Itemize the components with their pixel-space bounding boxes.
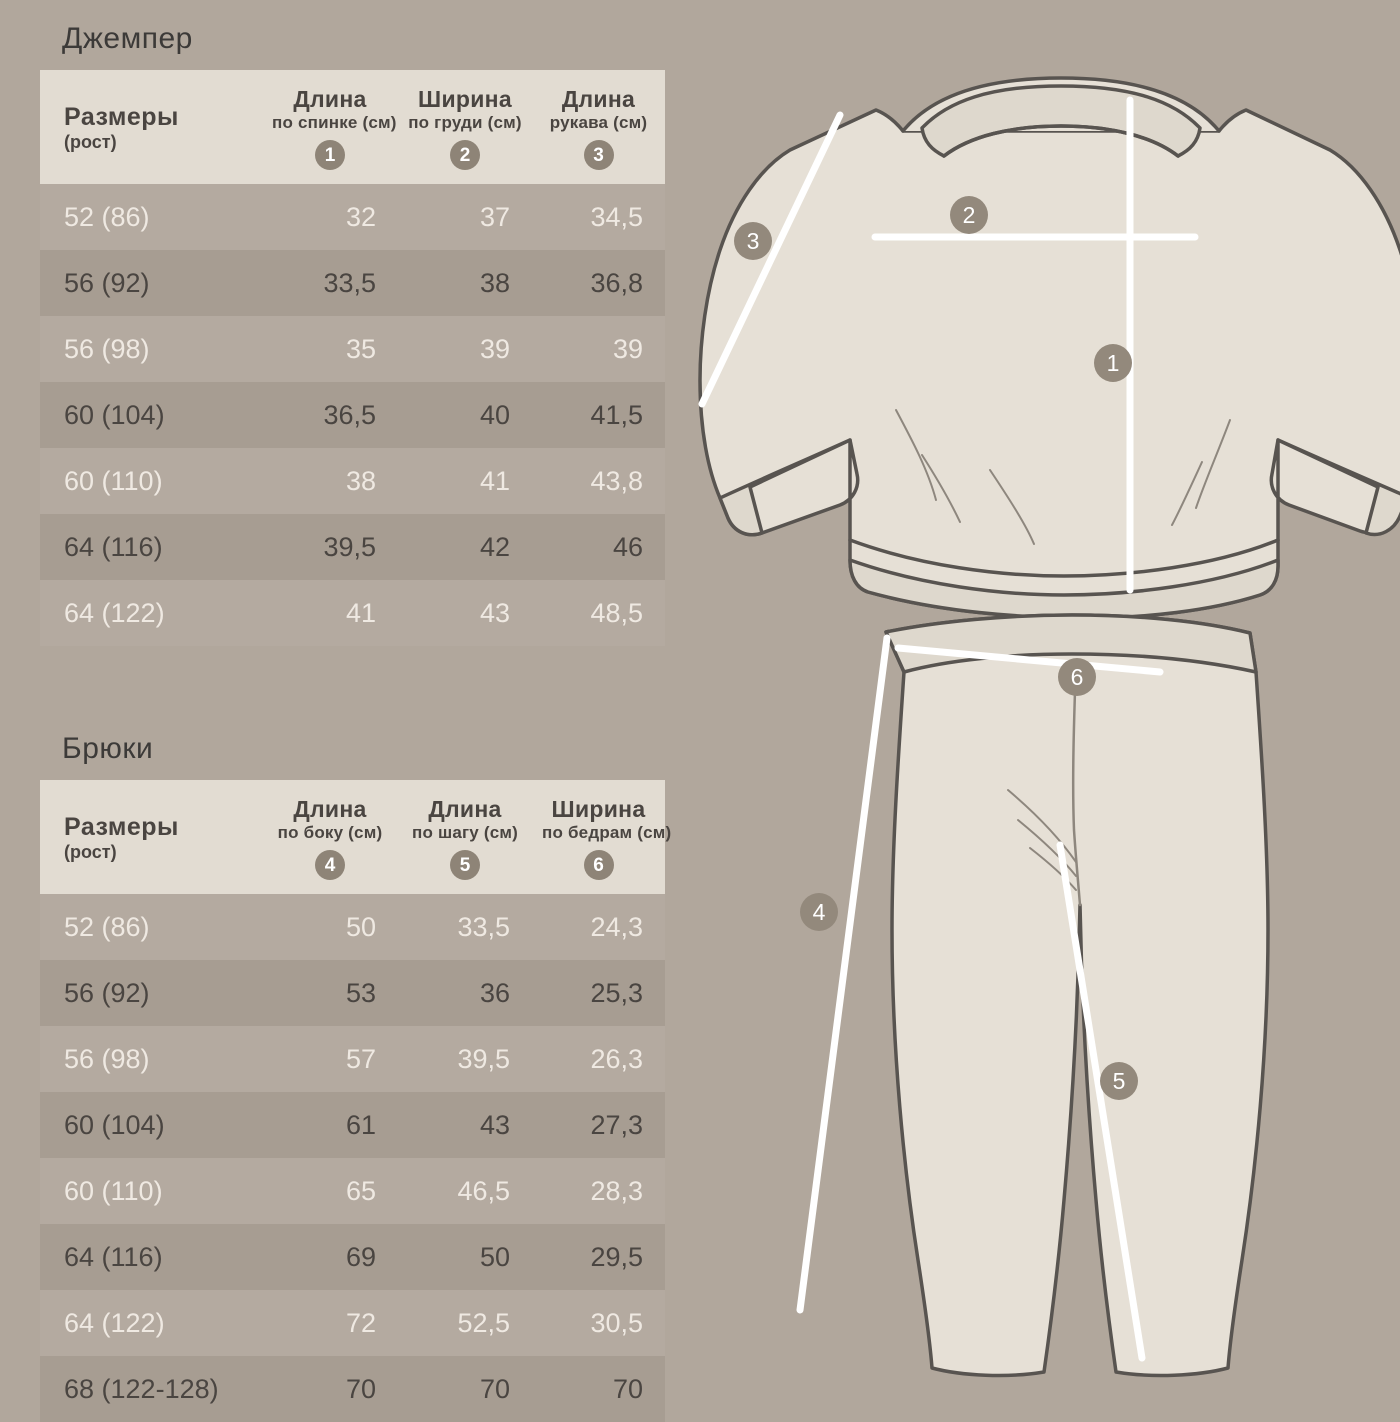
header-badge-1: 1: [315, 140, 345, 170]
header-cell-inseam-length: [398, 780, 532, 894]
row-value: 50: [398, 1224, 532, 1290]
header-cell-side-length: [262, 780, 398, 894]
row-value: 43: [398, 580, 532, 646]
jumper-title: Джемпер: [62, 22, 193, 55]
row-value: 29,5: [532, 1224, 665, 1290]
jumper-size-table: [40, 70, 665, 646]
row-value: 48,5: [532, 580, 665, 646]
header-label-line1: Длина: [561, 86, 636, 112]
table-row: [40, 382, 665, 448]
row-value: 39,5: [262, 514, 398, 580]
header-cell-size: [40, 780, 262, 894]
row-value: 70: [262, 1356, 398, 1422]
trousers-size-table: [40, 780, 672, 1422]
row-value: 70: [398, 1356, 532, 1422]
header-size-sub: (рост): [64, 842, 117, 862]
row-value: 50: [262, 894, 398, 960]
row-value: 30,5: [532, 1290, 665, 1356]
table-row: [40, 184, 665, 250]
header-cell-chest-width: [398, 70, 532, 184]
table-header-row: [40, 70, 665, 184]
header-label-line1: Длина: [293, 796, 367, 822]
table-row: [40, 960, 665, 1026]
row-value: 41: [398, 448, 532, 514]
header-label-line1: Длина: [428, 796, 502, 822]
row-size: 52 (86): [40, 894, 262, 960]
row-value: 36: [398, 960, 532, 1026]
header-label-line1: Ширина: [551, 796, 646, 822]
row-size: 56 (92): [40, 960, 262, 1026]
row-size: 64 (122): [40, 580, 262, 646]
row-value: 33,5: [262, 250, 398, 316]
row-size: 64 (122): [40, 1290, 262, 1356]
row-value: 36,5: [262, 382, 398, 448]
row-value: 40: [398, 382, 532, 448]
header-label-line2: рукава (см): [549, 113, 648, 132]
row-value: 39: [532, 316, 665, 382]
row-value: 65: [262, 1158, 398, 1224]
row-size: 68 (122-128): [40, 1356, 262, 1422]
header-cell-sleeve-length: [532, 70, 665, 184]
row-value: 70: [532, 1356, 665, 1422]
header-badge-5: 5: [450, 850, 480, 880]
row-size: 64 (116): [40, 1224, 262, 1290]
row-value: 25,3: [532, 960, 665, 1026]
table-row: [40, 580, 665, 646]
header-size-sub: (рост): [64, 132, 117, 152]
garment-svg: [690, 0, 1400, 1400]
row-size: 52 (86): [40, 184, 262, 250]
sweatshirt-drawing: [700, 78, 1400, 618]
measure-line-4: [800, 638, 887, 1310]
row-value: 43,8: [532, 448, 665, 514]
row-value: 72: [262, 1290, 398, 1356]
row-value: 61: [262, 1092, 398, 1158]
table-row: [40, 514, 665, 580]
row-value: 69: [262, 1224, 398, 1290]
marker-6: 6: [1058, 658, 1096, 696]
header-size-label: Размеры: [64, 103, 179, 131]
row-size: 56 (98): [40, 316, 262, 382]
table-row: [40, 1026, 665, 1092]
marker-2: 2: [950, 196, 988, 234]
row-size: 60 (104): [40, 1092, 262, 1158]
row-value: 41: [262, 580, 398, 646]
row-value: 41,5: [532, 382, 665, 448]
header-label-line2: по спинке (см): [272, 113, 397, 132]
header-label-line2: по бедрам (см): [542, 823, 672, 842]
row-value: 34,5: [532, 184, 665, 250]
row-value: 27,3: [532, 1092, 665, 1158]
row-value: 42: [398, 514, 532, 580]
row-size: 64 (116): [40, 514, 262, 580]
row-value: 39,5: [398, 1026, 532, 1092]
row-size: 56 (92): [40, 250, 262, 316]
tables-column: [40, 22, 672, 1422]
table-row: [40, 448, 665, 514]
header-badge-6: 6: [584, 850, 614, 880]
table-row: [40, 316, 665, 382]
row-value: 33,5: [398, 894, 532, 960]
garment-illustration: [690, 0, 1400, 1400]
trousers-body: [886, 615, 1268, 1375]
row-value: 38: [398, 250, 532, 316]
table-row: [40, 250, 665, 316]
row-value: 38: [262, 448, 398, 514]
row-value: 26,3: [532, 1026, 665, 1092]
row-size: 60 (104): [40, 382, 262, 448]
row-value: 52,5: [398, 1290, 532, 1356]
row-size: 60 (110): [40, 448, 262, 514]
table-row: [40, 894, 665, 960]
header-cell-back-length: [262, 70, 398, 184]
header-label-line2: по шагу (см): [411, 823, 518, 842]
header-label-line1: Длина: [293, 86, 367, 112]
row-value: 28,3: [532, 1158, 665, 1224]
header-cell-hip-width: [532, 780, 672, 894]
table-row: [40, 1158, 665, 1224]
marker-5: 5: [1100, 1062, 1138, 1100]
row-value: 46,5: [398, 1158, 532, 1224]
row-value: 39: [398, 316, 532, 382]
row-value: 43: [398, 1092, 532, 1158]
header-badge-2: 2: [450, 140, 480, 170]
marker-3: 3: [734, 222, 772, 260]
header-size-label: Размеры: [64, 813, 179, 841]
table-row: [40, 1290, 665, 1356]
row-value: 24,3: [532, 894, 665, 960]
row-size: 60 (110): [40, 1158, 262, 1224]
header-badge-4: 4: [315, 850, 345, 880]
row-value: 53: [262, 960, 398, 1026]
row-value: 37: [398, 184, 532, 250]
table-row: [40, 1356, 665, 1422]
row-value: 46: [532, 514, 665, 580]
header-label-line1: Ширина: [418, 86, 512, 112]
row-value: 32: [262, 184, 398, 250]
row-value: 36,8: [532, 250, 665, 316]
header-label-line2: по груди (см): [408, 113, 522, 132]
header-label-line2: по боку (см): [277, 823, 383, 842]
row-value: 57: [262, 1026, 398, 1092]
row-value: 35: [262, 316, 398, 382]
marker-4: 4: [800, 893, 838, 931]
row-size: 56 (98): [40, 1026, 262, 1092]
header-badge-3: 3: [584, 140, 614, 170]
trousers-title: Брюки: [62, 732, 154, 765]
marker-1: 1: [1094, 344, 1132, 382]
table-row: [40, 1224, 665, 1290]
header-cell-size: [40, 70, 262, 184]
table-row: [40, 1092, 665, 1158]
table-header-row: [40, 780, 665, 894]
trousers-drawing: [886, 615, 1268, 1375]
